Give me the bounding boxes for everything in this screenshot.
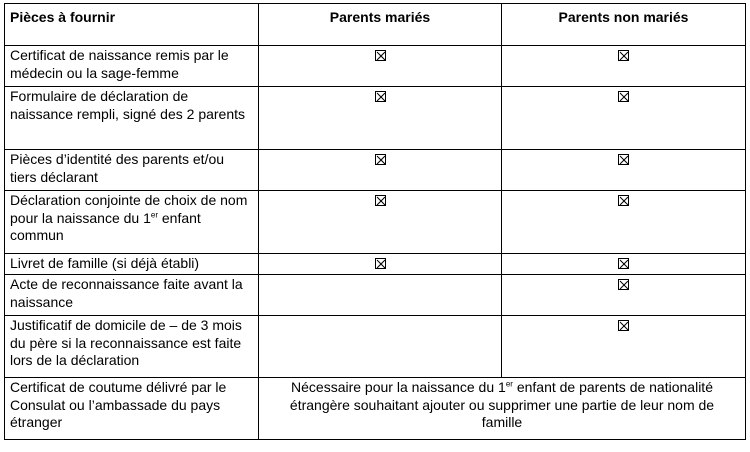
row-label: Livret de famille (si déjà établi) — [5, 254, 259, 275]
table-row — [5, 150, 746, 191]
note-text: Nécessaire pour la naissance du 1 — [291, 379, 506, 395]
note-text-end: enfant de parents de nationalité étrangère souhaitant ajouter ou supprimer une partie de leur nom de famille — [289, 379, 715, 430]
row-label — [5, 191, 259, 254]
married-cell — [259, 46, 502, 87]
unmarried-cell — [502, 316, 746, 378]
unmarried-cell — [502, 46, 746, 87]
header-married-parents: Parents mariés — [259, 4, 502, 46]
married-cell — [259, 254, 502, 275]
checked-box-icon — [618, 279, 629, 290]
unmarried-cell — [502, 150, 746, 191]
checked-box-icon — [375, 195, 386, 206]
checked-box-icon — [618, 258, 629, 269]
checked-box-icon — [375, 154, 386, 165]
table-row — [5, 46, 746, 87]
checked-box-icon — [618, 50, 629, 61]
table-row — [5, 275, 746, 316]
checked-box-icon — [618, 195, 629, 206]
table-row — [5, 191, 746, 254]
unmarried-cell — [502, 254, 746, 275]
checked-box-icon — [375, 50, 386, 61]
checked-box-icon — [375, 91, 386, 102]
header-documents: Pièces à fournir — [5, 4, 259, 46]
header-row — [5, 4, 746, 46]
documents-table — [4, 3, 746, 440]
married-cell — [259, 275, 502, 316]
married-cell — [259, 150, 502, 191]
note-sup: er — [505, 379, 513, 389]
header-unmarried-parents: Parents non mariés — [502, 4, 746, 46]
row-label: Certificat de coutume délivré par le Consulat ou l’ambassade du pays étranger — [5, 378, 259, 440]
married-cell — [259, 87, 502, 150]
unmarried-cell — [502, 87, 746, 150]
row-label: Certificat de naissance remis par le médecin ou la sage-femme — [5, 46, 259, 87]
row-label: Pièces d’identité des parents et/ou tiers déclarant — [5, 150, 259, 191]
married-cell — [259, 191, 502, 254]
table-row — [5, 378, 746, 440]
checked-box-icon — [618, 91, 629, 102]
row-label: Acte de reconnaissance faite avant la naissance — [5, 275, 259, 316]
table-row — [5, 316, 746, 378]
unmarried-cell — [502, 191, 746, 254]
row-label-text: Déclaration conjointe de choix de nom pour la naissance du 1 — [10, 192, 248, 226]
row-label: Justificatif de domicile de – de 3 mois du père si la reconnaissance est faite lors de la déclaration — [5, 316, 259, 378]
checked-box-icon — [375, 258, 386, 269]
row-label-sup: er — [150, 209, 158, 219]
checked-box-icon — [618, 320, 629, 331]
row-label: Formulaire de déclaration de naissance rempli, signé des 2 parents — [5, 87, 259, 150]
table-row — [5, 87, 746, 150]
married-cell — [259, 316, 502, 378]
unmarried-cell — [502, 275, 746, 316]
checked-box-icon — [618, 154, 629, 165]
row-label-text-end: enfant commun — [10, 209, 201, 243]
table-row — [5, 254, 746, 275]
foreign-parents-note — [259, 378, 746, 440]
